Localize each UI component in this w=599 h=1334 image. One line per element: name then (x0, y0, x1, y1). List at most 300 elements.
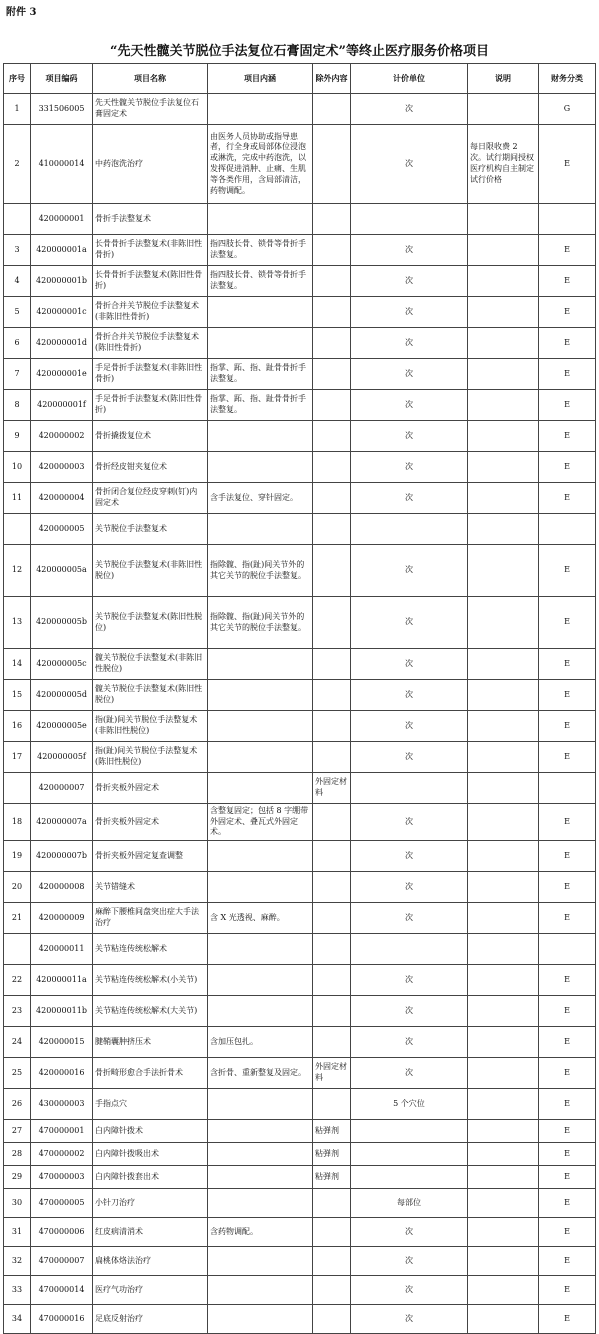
cell-content (208, 841, 313, 872)
cell-unit: 次 (351, 903, 468, 934)
cell-unit: 次 (351, 297, 468, 328)
cell-note (468, 297, 539, 328)
cell-unit (351, 204, 468, 235)
cell-name: 指(趾)间关节脱位手法整复术(陈旧性脱位) (93, 742, 208, 773)
cell-unit: 次 (351, 711, 468, 742)
cell-content (208, 1166, 313, 1189)
cell-name: 关节粘连传统松解术(大关节) (93, 996, 208, 1027)
cell-note (468, 934, 539, 965)
cell-note (468, 94, 539, 125)
cell-content (208, 872, 313, 903)
cell-name: 足底反射治疗 (93, 1305, 208, 1334)
table-row (4, 1247, 596, 1276)
cell-unit: 次 (351, 841, 468, 872)
cell-code: 420000001f (31, 390, 93, 421)
cell-excluded (313, 125, 351, 204)
cell-code: 420000005b (31, 597, 93, 649)
cell-category: E (539, 1120, 596, 1143)
cell-category: E (539, 649, 596, 680)
cell-unit: 次 (351, 996, 468, 1027)
cell-note (468, 965, 539, 996)
cell-name: 关节脱位手法整复术(非陈旧性脱位) (93, 545, 208, 597)
cell-excluded (313, 1218, 351, 1247)
cell-excluded (313, 934, 351, 965)
cell-seq: 27 (4, 1120, 31, 1143)
cell-content: 指掌、跖、指、趾骨骨折手法整复。 (208, 359, 313, 390)
cell-code: 470000001 (31, 1120, 93, 1143)
cell-category: E (539, 1143, 596, 1166)
cell-name: 关节错缝术 (93, 872, 208, 903)
cell-name: 髋关节脱位手法整复术(陈旧性脱位) (93, 680, 208, 711)
cell-seq: 6 (4, 328, 31, 359)
cell-name: 扁桃体烙法治疗 (93, 1247, 208, 1276)
cell-excluded: 粘弹剂 (313, 1120, 351, 1143)
cell-note (468, 1058, 539, 1089)
cell-category: E (539, 1305, 596, 1334)
cell-unit: 次 (351, 1247, 468, 1276)
cell-content (208, 965, 313, 996)
cell-category: E (539, 1247, 596, 1276)
cell-code: 420000007a (31, 804, 93, 841)
cell-name: 长骨骨折手法整复术(陈旧性骨折) (93, 266, 208, 297)
cell-unit: 次 (351, 359, 468, 390)
cell-category: E (539, 328, 596, 359)
cell-code: 420000015 (31, 1027, 93, 1058)
cell-content (208, 996, 313, 1027)
cell-excluded: 外固定材料 (313, 773, 351, 804)
cell-unit: 次 (351, 597, 468, 649)
cell-name: 髋关节脱位手法整复术(非陈旧性脱位) (93, 649, 208, 680)
cell-excluded (313, 1189, 351, 1218)
cell-unit: 次 (351, 1305, 468, 1334)
cell-note (468, 1166, 539, 1189)
cell-code: 420000005f (31, 742, 93, 773)
cell-unit: 次 (351, 649, 468, 680)
cell-content: 含药物调配。 (208, 1218, 313, 1247)
cell-note (468, 841, 539, 872)
cell-name: 骨折合并关节脱位手法整复术(非陈旧性骨折) (93, 297, 208, 328)
table-row (4, 903, 596, 934)
cell-category (539, 773, 596, 804)
cell-excluded (313, 804, 351, 841)
cell-category: E (539, 483, 596, 514)
cell-excluded: 粘弹剂 (313, 1143, 351, 1166)
cell-content: 含整复固定；包括 8 字绷带外固定术、叠瓦式外固定术。 (208, 804, 313, 841)
table-row (4, 545, 596, 597)
cell-seq: 12 (4, 545, 31, 597)
cell-note (468, 872, 539, 903)
cell-content (208, 649, 313, 680)
cell-name: 骨折合并关节脱位手法整复术(陈旧性骨折) (93, 328, 208, 359)
cell-excluded: 外固定材料 (313, 1058, 351, 1089)
cell-seq (4, 514, 31, 545)
cell-name: 骨折夹板外固定术 (93, 773, 208, 804)
cell-category: E (539, 711, 596, 742)
cell-name: 腱鞘囊肿挤压术 (93, 1027, 208, 1058)
cell-content: 指四肢长骨、锁骨等骨折手法整复。 (208, 266, 313, 297)
table-row (4, 452, 596, 483)
cell-code: 420000011 (31, 934, 93, 965)
cell-seq: 7 (4, 359, 31, 390)
cell-excluded (313, 514, 351, 545)
cell-seq: 26 (4, 1089, 31, 1120)
cell-seq: 20 (4, 872, 31, 903)
header-category: 财务分类 (539, 64, 596, 94)
cell-excluded (313, 1305, 351, 1334)
cell-category: E (539, 903, 596, 934)
cell-unit (351, 1166, 468, 1189)
cell-unit: 次 (351, 452, 468, 483)
cell-name: 骨折畸形愈合手法折骨术 (93, 1058, 208, 1089)
cell-note (468, 1276, 539, 1305)
cell-name: 指(趾)间关节脱位手法整复术(非陈旧性脱位) (93, 711, 208, 742)
table-row (4, 94, 596, 125)
cell-excluded (313, 1089, 351, 1120)
cell-content (208, 680, 313, 711)
table-row (4, 680, 596, 711)
cell-code: 331506005 (31, 94, 93, 125)
table-row (4, 773, 596, 804)
cell-note (468, 204, 539, 235)
cell-excluded (313, 1276, 351, 1305)
table-row (4, 1027, 596, 1058)
table-row (4, 711, 596, 742)
table-row (4, 483, 596, 514)
cell-seq: 33 (4, 1276, 31, 1305)
cell-excluded (313, 597, 351, 649)
cell-name: 医疗气功治疗 (93, 1276, 208, 1305)
cell-code: 470000003 (31, 1166, 93, 1189)
header-code: 项目编码 (31, 64, 93, 94)
cell-category: E (539, 235, 596, 266)
cell-unit: 次 (351, 266, 468, 297)
table-row (4, 1143, 596, 1166)
cell-content (208, 328, 313, 359)
cell-excluded (313, 390, 351, 421)
cell-note (468, 545, 539, 597)
cell-unit: 每部位 (351, 1189, 468, 1218)
cell-unit: 次 (351, 235, 468, 266)
table-row (4, 1189, 596, 1218)
cell-code: 410000014 (31, 125, 93, 204)
cell-excluded (313, 1027, 351, 1058)
cell-unit: 次 (351, 1218, 468, 1247)
cell-seq: 18 (4, 804, 31, 841)
cell-name: 骨折夹板外固定术 (93, 804, 208, 841)
cell-name: 白内障针拨术 (93, 1120, 208, 1143)
cell-content (208, 1247, 313, 1276)
cell-code: 420000007b (31, 841, 93, 872)
cell-note (468, 1089, 539, 1120)
cell-code: 420000001e (31, 359, 93, 390)
cell-excluded (313, 742, 351, 773)
cell-seq: 22 (4, 965, 31, 996)
cell-category (539, 934, 596, 965)
cell-category: E (539, 266, 596, 297)
cell-code: 420000001b (31, 266, 93, 297)
table-row (4, 996, 596, 1027)
cell-seq: 31 (4, 1218, 31, 1247)
cell-category: E (539, 996, 596, 1027)
cell-seq: 23 (4, 996, 31, 1027)
cell-note (468, 804, 539, 841)
cell-seq: 1 (4, 94, 31, 125)
cell-code: 470000002 (31, 1143, 93, 1166)
cell-code: 470000007 (31, 1247, 93, 1276)
cell-code: 420000005a (31, 545, 93, 597)
cell-code: 420000004 (31, 483, 93, 514)
cell-category: E (539, 297, 596, 328)
cell-name: 红皮病清消术 (93, 1218, 208, 1247)
cell-category: E (539, 359, 596, 390)
cell-excluded (313, 545, 351, 597)
cell-seq: 29 (4, 1166, 31, 1189)
cell-unit (351, 934, 468, 965)
cell-note (468, 649, 539, 680)
cell-name: 中药泡洗治疗 (93, 125, 208, 204)
cell-code: 420000009 (31, 903, 93, 934)
cell-note (468, 1247, 539, 1276)
cell-content (208, 94, 313, 125)
table-row (4, 1120, 596, 1143)
cell-note (468, 742, 539, 773)
table-body (4, 94, 596, 1334)
cell-excluded (313, 452, 351, 483)
cell-code: 420000001d (31, 328, 93, 359)
cell-content (208, 934, 313, 965)
cell-category: E (539, 1058, 596, 1089)
cell-name: 骨折夹板外固定复查调整 (93, 841, 208, 872)
table-row (4, 1305, 596, 1334)
cell-note (468, 1305, 539, 1334)
cell-content (208, 1305, 313, 1334)
cell-unit: 次 (351, 328, 468, 359)
cell-unit (351, 773, 468, 804)
cell-excluded (313, 1247, 351, 1276)
cell-category: E (539, 1218, 596, 1247)
table-row (4, 841, 596, 872)
cell-seq: 16 (4, 711, 31, 742)
cell-content: 含 X 光透视、麻醉。 (208, 903, 313, 934)
cell-excluded (313, 711, 351, 742)
cell-seq: 17 (4, 742, 31, 773)
cell-seq: 2 (4, 125, 31, 204)
cell-excluded (313, 328, 351, 359)
cell-category: E (539, 597, 596, 649)
cell-unit (351, 514, 468, 545)
cell-excluded (313, 965, 351, 996)
cell-category: E (539, 452, 596, 483)
cell-category: E (539, 1189, 596, 1218)
cell-content: 含加压包扎。 (208, 1027, 313, 1058)
cell-excluded (313, 235, 351, 266)
cell-excluded (313, 204, 351, 235)
cell-name: 骨折闭合复位经皮穿刺(钉)内固定术 (93, 483, 208, 514)
cell-code: 420000008 (31, 872, 93, 903)
cell-note (468, 1189, 539, 1218)
cell-note (468, 328, 539, 359)
cell-unit (351, 1120, 468, 1143)
cell-note (468, 266, 539, 297)
cell-note (468, 1218, 539, 1247)
table-row (4, 742, 596, 773)
cell-code: 470000006 (31, 1218, 93, 1247)
cell-name: 骨折手法整复术 (93, 204, 208, 235)
cell-seq: 15 (4, 680, 31, 711)
table-row (4, 1166, 596, 1189)
cell-seq: 5 (4, 297, 31, 328)
cell-name: 白内障针拨套出术 (93, 1166, 208, 1189)
cell-seq: 30 (4, 1189, 31, 1218)
cell-seq (4, 773, 31, 804)
cell-note (468, 996, 539, 1027)
cell-name: 手指点穴 (93, 1089, 208, 1120)
cell-seq: 13 (4, 597, 31, 649)
cell-content (208, 1143, 313, 1166)
cell-excluded (313, 94, 351, 125)
cell-category: E (539, 742, 596, 773)
header-content: 项目内涵 (208, 64, 313, 94)
table-row (4, 235, 596, 266)
cell-excluded (313, 841, 351, 872)
cell-category: E (539, 390, 596, 421)
document-title: “先天性髋关节脱位手法复位石膏固定术”等终止医疗服务价格项目 (110, 44, 489, 59)
cell-code: 420000005d (31, 680, 93, 711)
cell-unit: 5 个穴位 (351, 1089, 468, 1120)
cell-code: 470000014 (31, 1276, 93, 1305)
cell-note (468, 452, 539, 483)
table-row (4, 421, 596, 452)
cell-unit: 次 (351, 545, 468, 597)
table-row (4, 328, 596, 359)
cell-code: 470000005 (31, 1189, 93, 1218)
table-row (4, 1089, 596, 1120)
table-row (4, 390, 596, 421)
cell-content (208, 773, 313, 804)
cell-seq: 19 (4, 841, 31, 872)
cell-content: 指掌、跖、指、趾骨骨折手法整复。 (208, 390, 313, 421)
cell-content (208, 1276, 313, 1305)
cell-category (539, 514, 596, 545)
cell-unit (351, 1143, 468, 1166)
cell-name: 骨折撬拨复位术 (93, 421, 208, 452)
cell-content: 由医务人员协助或指导患者，行全身或局部体位浸泡或淋洗，完成中药泡洗，以发挥促进消肿、止痛、生肌等各类作用，含局部清洁，药物调配。 (208, 125, 313, 204)
cell-content (208, 1089, 313, 1120)
cell-note (468, 514, 539, 545)
cell-name: 小针刀治疗 (93, 1189, 208, 1218)
cell-note (468, 235, 539, 266)
header-excluded: 除外内容 (313, 64, 351, 94)
cell-seq: 32 (4, 1247, 31, 1276)
cell-category: E (539, 125, 596, 204)
cell-code: 420000001 (31, 204, 93, 235)
cell-code: 420000011a (31, 965, 93, 996)
cell-content (208, 711, 313, 742)
cell-note (468, 359, 539, 390)
cell-name: 骨折经皮钳夹复位术 (93, 452, 208, 483)
cell-code: 420000005e (31, 711, 93, 742)
cell-note: 每日限收费 2 次。试行期间授权医疗机构自主制定试行价格 (468, 125, 539, 204)
cell-excluded (313, 297, 351, 328)
cell-name: 关节粘连传统松解术(小关节) (93, 965, 208, 996)
cell-note (468, 1027, 539, 1058)
cell-code: 420000007 (31, 773, 93, 804)
table-row (4, 125, 596, 204)
cell-content: 指四肢长骨、锁骨等骨折手法整复。 (208, 235, 313, 266)
cell-code: 420000011b (31, 996, 93, 1027)
cell-unit: 次 (351, 804, 468, 841)
cell-code: 470000016 (31, 1305, 93, 1334)
cell-content (208, 742, 313, 773)
table-row (4, 359, 596, 390)
cell-excluded (313, 996, 351, 1027)
header-seq: 序号 (4, 64, 31, 94)
price-items-table (3, 63, 596, 1334)
cell-unit: 次 (351, 872, 468, 903)
cell-category: E (539, 965, 596, 996)
table-row (4, 649, 596, 680)
cell-category: E (539, 1027, 596, 1058)
cell-seq (4, 204, 31, 235)
cell-unit: 次 (351, 1276, 468, 1305)
cell-excluded (313, 266, 351, 297)
cell-seq: 34 (4, 1305, 31, 1334)
table-row (4, 965, 596, 996)
cell-content (208, 1120, 313, 1143)
table-row (4, 934, 596, 965)
table-row (4, 597, 596, 649)
cell-code: 420000005c (31, 649, 93, 680)
cell-code: 420000003 (31, 452, 93, 483)
table-row (4, 1276, 596, 1305)
cell-category: E (539, 1089, 596, 1120)
cell-unit: 次 (351, 421, 468, 452)
cell-name: 麻醉下腰椎间盘突出症大手法治疗 (93, 903, 208, 934)
cell-content (208, 1189, 313, 1218)
cell-name: 先天性髋关节脱位手法复位石膏固定术 (93, 94, 208, 125)
cell-name: 白内障针拨吸出术 (93, 1143, 208, 1166)
cell-unit: 次 (351, 965, 468, 996)
cell-seq: 4 (4, 266, 31, 297)
cell-excluded (313, 649, 351, 680)
cell-note (468, 680, 539, 711)
cell-category: E (539, 680, 596, 711)
cell-unit: 次 (351, 1058, 468, 1089)
cell-seq: 14 (4, 649, 31, 680)
cell-code: 420000001c (31, 297, 93, 328)
cell-unit: 次 (351, 742, 468, 773)
cell-name: 手足骨折手法整复术(陈旧性骨折) (93, 390, 208, 421)
cell-unit: 次 (351, 680, 468, 711)
cell-seq: 3 (4, 235, 31, 266)
cell-note (468, 903, 539, 934)
cell-content: 含折骨、重新整复及固定。 (208, 1058, 313, 1089)
table-row (4, 297, 596, 328)
cell-note (468, 711, 539, 742)
cell-content: 含手法复位、穿针固定。 (208, 483, 313, 514)
cell-note (468, 1120, 539, 1143)
header-note: 说明 (468, 64, 539, 94)
cell-unit: 次 (351, 1027, 468, 1058)
cell-seq: 28 (4, 1143, 31, 1166)
attachment-label: 附件 3 (6, 7, 37, 18)
cell-note (468, 421, 539, 452)
cell-name: 长骨骨折手法整复术(非陈旧性骨折) (93, 235, 208, 266)
table-header-row (4, 64, 596, 94)
header-unit: 计价单位 (351, 64, 468, 94)
cell-content: 指除髋、指(趾)间关节外的其它关节的脱位手法整复。 (208, 545, 313, 597)
cell-category: E (539, 841, 596, 872)
